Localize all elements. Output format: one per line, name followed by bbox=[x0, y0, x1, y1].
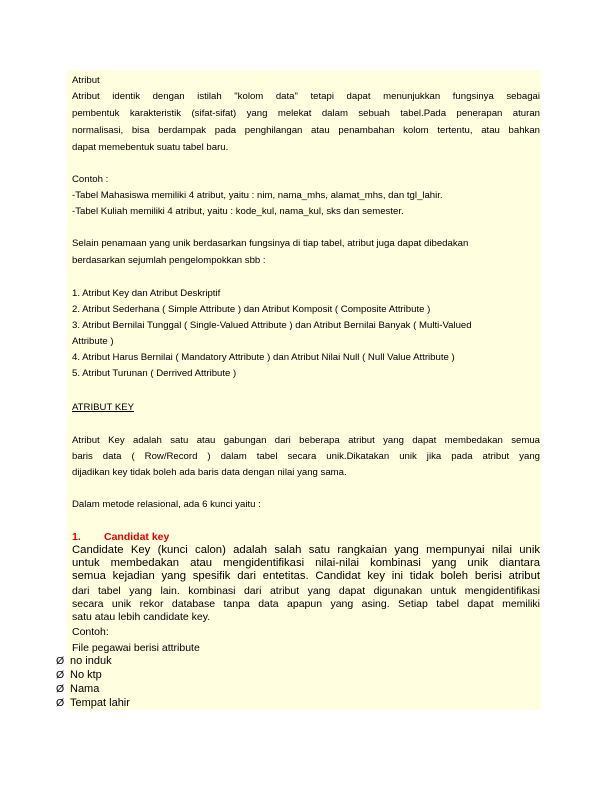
candidate-key-line: untuk membedakan atau mengidentifikasi nilai-nilai kombinasi yang unik diantara bbox=[72, 557, 540, 569]
section-title: ATRIBUT KEY bbox=[72, 402, 135, 413]
paragraph-line: pembentuk karakteristik (sifat-sifat) yang melekat dalam sebuah tabel.Pada penerapan aturan bbox=[72, 108, 540, 119]
candidate-key-line: semua kejadian yang spesifik dari entetitas. Candidat key ini tidak boleh berisi atribut bbox=[72, 570, 540, 582]
bullet-icon: Ø bbox=[56, 655, 65, 667]
candidate-key-line: secara unik rekor database tanpa data apapun yang asing. Setiap tabel dapat memiliki bbox=[72, 598, 540, 610]
paragraph-line: Selain penamaan yang unik berdasarkan fungsinya di tiap tabel, atribut juga dapat dibedakan bbox=[72, 238, 469, 249]
paragraph-line: baris data ( Row/Record ) dalam tabel secara unik.Dikatakan unik jika pada atribut yang bbox=[72, 451, 540, 462]
candidate-key-line: dari tabel yang lain. kombinasi dari atribut yang dapat digunakan untuk mengidentifikasi bbox=[72, 585, 540, 597]
bullet-icon: Ø bbox=[56, 683, 65, 695]
list-item: 3. Atribut Bernilai Tunggal ( Single-Valued Attribute ) dan Atribut Bernilai Banyak ( Multi-Valued bbox=[72, 320, 472, 331]
list-item: Attribute ) bbox=[72, 336, 114, 347]
bullet-item: Nama bbox=[70, 683, 100, 695]
candidate-key-line: Candidate Key (kunci calon) adalah salah satu rangkaian yang mempunyai nilai unik bbox=[72, 544, 540, 556]
candidate-key-contoh: Contoh: bbox=[72, 626, 109, 638]
bullet-icon: Ø bbox=[56, 697, 65, 709]
list-item: 1. Atribut Key dan Atribut Deskriptif bbox=[72, 288, 221, 299]
candidate-key-line: satu atau lebih candidate key. bbox=[72, 611, 211, 623]
contoh-line: -Tabel Mahasiswa memiliki 4 atribut, yaitu : nim, nama_mhs, alamat_mhs, dan tgl_lahir. bbox=[72, 190, 443, 201]
paragraph-line: Dalam metode relasional, ada 6 kunci yaitu : bbox=[72, 499, 261, 510]
bullet-icon: Ø bbox=[56, 669, 65, 681]
list-item: 2. Atribut Sederhana ( Simple Attribute ) dan Atribut Komposit ( Composite Attribute ) bbox=[72, 304, 431, 315]
list-item: 5. Atribut Turunan ( Derrived Attribute ) bbox=[72, 368, 237, 379]
heading-atribut: Atribut bbox=[72, 75, 100, 86]
paragraph-line: Atribut identik dengan istilah "kolom data" tetapi dapat menunjukkan fungsinya sebagai bbox=[72, 91, 540, 102]
paragraph-line: dapat memebentuk suatu tabel baru. bbox=[72, 142, 229, 153]
candidate-key-title: Candidat key bbox=[104, 531, 170, 543]
paragraph-line: normalisasi, bisa berdampak pada penghilangan atau penambahan kolom tertentu, atau bahkan bbox=[72, 125, 540, 136]
bullet-item: Tempat lahir bbox=[70, 697, 130, 709]
candidate-key-file: File pegawai berisi attribute bbox=[72, 642, 200, 654]
paragraph-line: dijadikan key tidak boleh ada baris data dengan nilai yang sama. bbox=[72, 467, 347, 478]
paragraph-line: Atribut Key adalah satu atau gabungan dari beberapa atribut yang dapat membedakan semua bbox=[72, 435, 540, 446]
list-item: 4. Atribut Harus Bernilai ( Mandatory Attribute ) dan Atribut Nilai Null ( Null Value Attribute ) bbox=[72, 352, 455, 363]
bullet-item: No ktp bbox=[70, 669, 102, 681]
paragraph-line: berdasarkan sejumlah pengelompokkan sbb : bbox=[72, 255, 266, 266]
contoh-label: Contoh : bbox=[72, 174, 109, 185]
bullet-item: no induk bbox=[70, 655, 112, 667]
candidate-key-number: 1. bbox=[72, 531, 81, 543]
contoh-line: -Tabel Kuliah memiliki 4 atribut, yaitu : kode_kul, nama_kul, sks dan semester. bbox=[72, 206, 404, 217]
